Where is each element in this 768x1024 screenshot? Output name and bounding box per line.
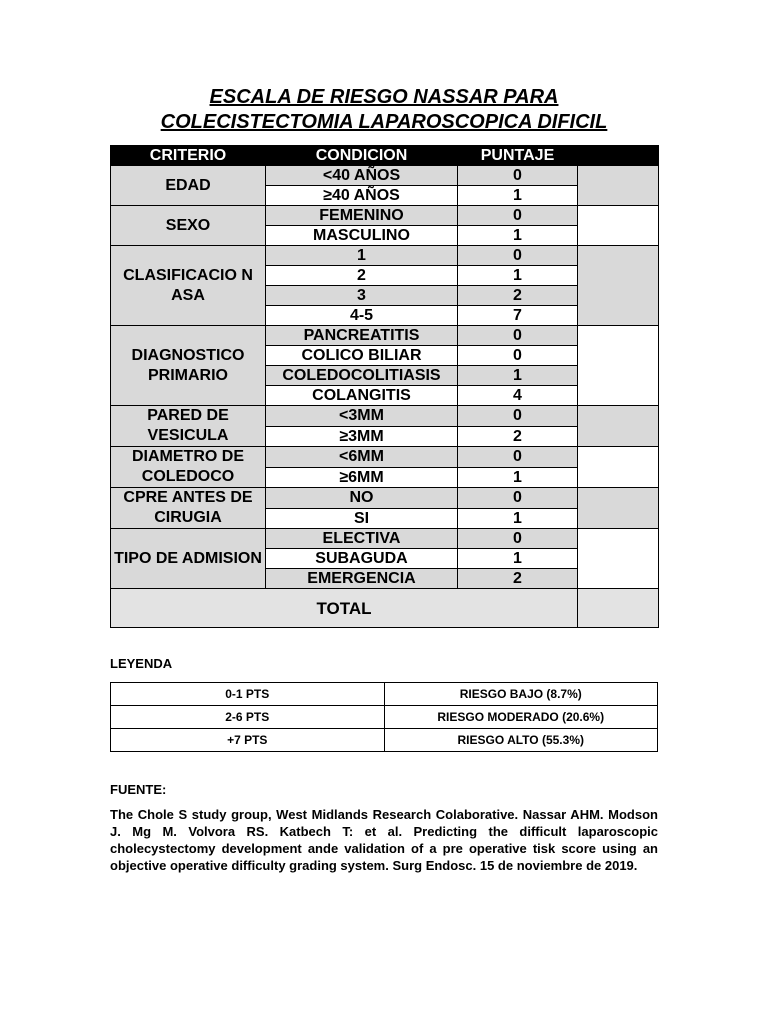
total-value-cell [578,589,659,628]
table-row [111,406,659,427]
header-criterio: CRITERIO [111,146,266,166]
criterio-cell: PARED DE VESICULA [111,406,266,447]
criterio-cell: SEXO [111,206,266,246]
leyenda-risk: RIESGO ALTO (55.3%) [384,729,658,752]
puntaje-cell: 1 [458,366,578,386]
title-line-1: ESCALA DE RIESGO NASSAR PARA [209,86,559,108]
score-entry-cell [578,406,659,447]
score-entry-cell [578,488,659,529]
condicion-cell: MASCULINO [266,226,458,246]
table-row [111,326,659,346]
leyenda-risk: RIESGO MODERADO (20.6%) [384,706,658,729]
puntaje-cell: 0 [458,346,578,366]
score-entry-cell [578,246,659,326]
puntaje-cell: 1 [458,508,578,529]
puntaje-cell: 1 [458,186,578,206]
puntaje-cell: 0 [458,206,578,226]
table-row [111,246,659,266]
criterio-cell: DIAGNOSTICO PRIMARIO [111,326,266,406]
condicion-cell: <40 AÑOS [266,166,458,186]
puntaje-cell: 0 [458,246,578,266]
puntaje-cell: 0 [458,488,578,509]
table-header-row [111,146,659,166]
condicion-cell: 1 [266,246,458,266]
total-label: TOTAL [111,589,578,628]
puntaje-cell: 2 [458,569,578,589]
condicion-cell: PANCREATITIS [266,326,458,346]
criterio-cell: CLASIFICACIO N ASA [111,246,266,326]
condicion-cell: FEMENINO [266,206,458,226]
leyenda-range: 2-6 PTS [111,706,385,729]
leyenda-range: +7 PTS [111,729,385,752]
puntaje-cell: 0 [458,447,578,468]
condicion-cell: 2 [266,266,458,286]
header-condicion: CONDICION [266,146,458,166]
header-puntaje: PUNTAJE [458,146,578,166]
title-line-2: COLECISTECTOMIA LAPAROSCOPICA DIFICIL [160,111,608,133]
condicion-cell: COLICO BILIAR [266,346,458,366]
table-row [111,529,659,549]
condicion-cell: SUBAGUDA [266,549,458,569]
puntaje-cell: 0 [458,529,578,549]
condicion-cell: <6MM [266,447,458,468]
leyenda-risk: RIESGO BAJO (8.7%) [384,683,658,706]
table-row [111,488,659,509]
fuente-citation: The Chole S study group, West Midlands Research Colaborative. Nassar AHM. Modson J. Mg M. Volvora RS. Katbech T: et al. Predicting the difficult laparoscopic cholecystectomy development ande validation of a pre operative tisk score using an objective operative difficulty grading system. Surg Endosc. 15 de noviembre de 2019. [110,807,658,873]
score-entry-cell [578,166,659,206]
condicion-cell: ≥6MM [266,467,458,488]
score-entry-cell [578,326,659,406]
nassar-score-table [110,145,659,628]
criterio-cell: DIAMETRO DE COLEDOCO [111,447,266,488]
puntaje-cell: 0 [458,406,578,427]
condicion-cell: COLANGITIS [266,386,458,406]
total-row [111,589,659,628]
condicion-cell: 4-5 [266,306,458,326]
leyenda-label: LEYENDA [110,656,173,671]
puntaje-cell: 1 [458,549,578,569]
puntaje-cell: 0 [458,326,578,346]
score-entry-cell [578,529,659,589]
puntaje-cell: 2 [458,286,578,306]
puntaje-cell: 1 [458,467,578,488]
condicion-cell: EMERGENCIA [266,569,458,589]
condicion-cell: ≥3MM [266,426,458,447]
puntaje-cell: 1 [458,226,578,246]
leyenda-range: 0-1 PTS [111,683,385,706]
table-row [111,447,659,468]
puntaje-cell: 2 [458,426,578,447]
leyenda-row [111,729,658,752]
leyenda-table [110,682,658,752]
condicion-cell: NO [266,488,458,509]
criterio-cell: TIPO DE ADMISION [111,529,266,589]
score-entry-cell [578,206,659,246]
condicion-cell: COLEDOCOLITIASIS [266,366,458,386]
puntaje-cell: 1 [458,266,578,286]
header-blank [578,146,659,166]
condicion-cell: <3MM [266,406,458,427]
table-body [111,166,659,628]
score-entry-cell [578,447,659,488]
criterio-cell: CPRE ANTES DE CIRUGIA [111,488,266,529]
puntaje-cell: 0 [458,166,578,186]
puntaje-cell: 7 [458,306,578,326]
table-row [111,166,659,186]
condicion-cell: ≥40 AÑOS [266,186,458,206]
puntaje-cell: 4 [458,386,578,406]
criterio-cell: EDAD [111,166,266,206]
condicion-cell: ELECTIVA [266,529,458,549]
table-row [111,206,659,226]
condicion-cell: 3 [266,286,458,306]
condicion-cell: SI [266,508,458,529]
fuente-label: FUENTE: [110,782,167,797]
leyenda-row [111,706,658,729]
leyenda-row [111,683,658,706]
